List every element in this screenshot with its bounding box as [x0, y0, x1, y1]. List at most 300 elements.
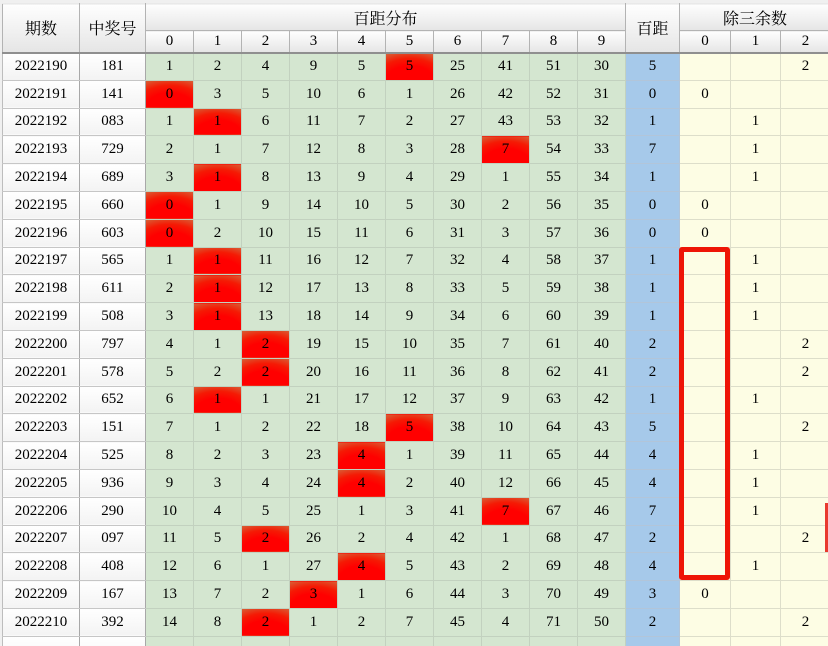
rem-cell-2: 2 [781, 608, 828, 636]
dist-cell-6: 33 [434, 275, 482, 303]
table-row [3, 303, 828, 331]
dist-cell-5: 9 [386, 303, 434, 331]
rem-cell-2 [781, 219, 828, 247]
dist-cell-8: 70 [530, 581, 578, 609]
dist-cell-2: 5 [242, 80, 290, 108]
dist-cell-6: 36 [434, 358, 482, 386]
table-row [3, 247, 828, 275]
rem-cell-0: 0 [680, 80, 731, 108]
dist-cell-7: 11 [482, 442, 530, 470]
dist-cell-2: 2 [242, 358, 290, 386]
dist-cell-8: 67 [530, 497, 578, 525]
rem-cell-1: 1 [731, 108, 781, 136]
rem-cell-0 [680, 414, 731, 442]
rem-cell-2 [781, 247, 828, 275]
dist-cell-7: 2 [482, 553, 530, 581]
dist-cell-1: 5 [194, 525, 242, 553]
distribution-table [2, 3, 828, 646]
dist-cell-2: 3 [242, 442, 290, 470]
table-row [3, 358, 828, 386]
dist-cell-3: 23 [290, 442, 338, 470]
table-row [3, 608, 828, 636]
col-header-dist-4: 4 [338, 31, 386, 53]
rem-cell-2 [781, 275, 828, 303]
rem-cell-2 [781, 108, 828, 136]
period-cell: 2022207 [3, 525, 80, 553]
dist-cell-3: 10 [290, 80, 338, 108]
dist-cell-6: 28 [434, 136, 482, 164]
dist-cell-7: 2 [482, 191, 530, 219]
dist-cell-9: 50 [578, 608, 626, 636]
period-cell: 2022205 [3, 469, 80, 497]
period-cell: 2022196 [3, 219, 80, 247]
dist-cell-6: 40 [434, 469, 482, 497]
dist-cell-1: 2 [194, 442, 242, 470]
rem-cell-0 [680, 275, 731, 303]
dist-cell-5: 6 [386, 219, 434, 247]
rem-cell-1 [731, 53, 781, 81]
dist-cell-3: 20 [290, 358, 338, 386]
dist-cell-1: 3 [194, 80, 242, 108]
dist-cell-0: 9 [146, 469, 194, 497]
dist-cell-3: 14 [290, 191, 338, 219]
dist-cell-7: 7 [482, 330, 530, 358]
dist-cell-8: 61 [530, 330, 578, 358]
dist-cell-8: 59 [530, 275, 578, 303]
winning-number-cell: 151 [80, 414, 146, 442]
baiju-value-cell: 2 [626, 608, 680, 636]
rem-cell-2 [781, 164, 828, 192]
baiju-value-cell: 1 [626, 386, 680, 414]
dist-cell-4: 11 [338, 219, 386, 247]
dist-cell-5 [386, 636, 434, 646]
rem-cell-1 [731, 80, 781, 108]
table-row [3, 275, 828, 303]
dist-cell-3: 9 [290, 53, 338, 81]
table-row [3, 53, 828, 81]
dist-cell-1: 1 [194, 191, 242, 219]
dist-cell-4: 1 [338, 581, 386, 609]
dist-cell-8: 68 [530, 525, 578, 553]
rem-cell-1: 1 [731, 247, 781, 275]
winning-number-cell: 936 [80, 469, 146, 497]
winning-number-cell: 408 [80, 553, 146, 581]
dist-cell-1 [194, 636, 242, 646]
dist-cell-3: 25 [290, 497, 338, 525]
winning-number-cell: 167 [80, 581, 146, 609]
dist-cell-1: 3 [194, 469, 242, 497]
dist-cell-7: 9 [482, 386, 530, 414]
dist-cell-1: 7 [194, 581, 242, 609]
dist-cell-5: 10 [386, 330, 434, 358]
dist-cell-0: 1 [146, 247, 194, 275]
dist-cell-4: 14 [338, 303, 386, 331]
dist-cell-1: 1 [194, 414, 242, 442]
table-row [3, 581, 828, 609]
rem-cell-2 [781, 386, 828, 414]
dist-cell-4: 2 [338, 608, 386, 636]
table-row [3, 136, 828, 164]
rem-cell-0 [680, 330, 731, 358]
dist-cell-7: 3 [482, 581, 530, 609]
table-row [3, 525, 828, 553]
dist-cell-4: 10 [338, 191, 386, 219]
rem-cell-1 [731, 358, 781, 386]
dist-cell-0: 13 [146, 581, 194, 609]
baiju-value-cell: 0 [626, 191, 680, 219]
dist-cell-1: 1 [194, 136, 242, 164]
table-row [3, 219, 828, 247]
rem-cell-0: 0 [680, 219, 731, 247]
rem-cell-0 [680, 164, 731, 192]
dist-cell-5: 2 [386, 469, 434, 497]
col-header-period: 期数 [3, 4, 80, 53]
winning-number-cell: 660 [80, 191, 146, 219]
dist-cell-5: 1 [386, 80, 434, 108]
dist-cell-7: 8 [482, 358, 530, 386]
dist-cell-2: 4 [242, 53, 290, 81]
rem-cell-0 [680, 469, 731, 497]
baiju-value-cell: 5 [626, 53, 680, 81]
rem-cell-0 [680, 53, 731, 81]
dist-cell-9: 37 [578, 247, 626, 275]
rem-cell-2 [781, 303, 828, 331]
table-header [3, 4, 828, 53]
baiju-value-cell: 4 [626, 442, 680, 470]
period-cell [3, 636, 80, 646]
dist-cell-2: 8 [242, 164, 290, 192]
baiju-value-cell: 1 [626, 275, 680, 303]
dist-cell-7: 1 [482, 164, 530, 192]
dist-cell-8: 55 [530, 164, 578, 192]
dist-cell-4: 17 [338, 386, 386, 414]
dist-cell-4: 6 [338, 80, 386, 108]
baiju-value-cell: 1 [626, 303, 680, 331]
dist-cell-4: 16 [338, 358, 386, 386]
rem-cell-2 [781, 442, 828, 470]
period-cell: 2022208 [3, 553, 80, 581]
dist-cell-3: 26 [290, 525, 338, 553]
col-header-dist-0: 0 [146, 31, 194, 53]
dist-cell-8: 56 [530, 191, 578, 219]
dist-cell-8: 66 [530, 469, 578, 497]
col-header-rem-0: 0 [680, 31, 731, 53]
rem-cell-1: 1 [731, 386, 781, 414]
dist-cell-7: 43 [482, 108, 530, 136]
dist-cell-8: 69 [530, 553, 578, 581]
period-cell: 2022209 [3, 581, 80, 609]
dist-cell-9: 48 [578, 553, 626, 581]
period-cell: 2022204 [3, 442, 80, 470]
dist-cell-8: 57 [530, 219, 578, 247]
dist-cell-9: 45 [578, 469, 626, 497]
col-header-dist-6: 6 [434, 31, 482, 53]
dist-cell-8 [530, 636, 578, 646]
dist-cell-9: 46 [578, 497, 626, 525]
dist-cell-7: 42 [482, 80, 530, 108]
col-header-dist-8: 8 [530, 31, 578, 53]
dist-cell-8: 62 [530, 358, 578, 386]
dist-cell-9: 40 [578, 330, 626, 358]
rem-cell-2 [781, 191, 828, 219]
dist-cell-8: 60 [530, 303, 578, 331]
dist-cell-1: 4 [194, 497, 242, 525]
baiju-value-cell: 2 [626, 525, 680, 553]
dist-cell-6: 37 [434, 386, 482, 414]
rem-cell-2 [781, 581, 828, 609]
dist-cell-3: 11 [290, 108, 338, 136]
dist-cell-5: 5 [386, 191, 434, 219]
rem-cell-2 [781, 136, 828, 164]
dist-cell-7: 5 [482, 275, 530, 303]
dist-cell-3: 27 [290, 553, 338, 581]
period-cell: 2022190 [3, 53, 80, 81]
dist-cell-2: 2 [242, 330, 290, 358]
dist-cell-3: 22 [290, 414, 338, 442]
dist-cell-3 [290, 636, 338, 646]
dist-cell-3: 24 [290, 469, 338, 497]
rem-cell-0 [680, 108, 731, 136]
dist-cell-2: 9 [242, 191, 290, 219]
winning-number-cell: 181 [80, 53, 146, 81]
dist-cell-3: 3 [290, 581, 338, 609]
winning-number-cell: 652 [80, 386, 146, 414]
rem-cell-1: 1 [731, 497, 781, 525]
winning-number-cell: 141 [80, 80, 146, 108]
dist-cell-5: 7 [386, 247, 434, 275]
dist-cell-7: 3 [482, 219, 530, 247]
dist-cell-3: 15 [290, 219, 338, 247]
winning-number-cell [80, 636, 146, 646]
dist-cell-7: 12 [482, 469, 530, 497]
dist-cell-6: 35 [434, 330, 482, 358]
period-cell: 2022206 [3, 497, 80, 525]
dist-cell-0: 8 [146, 442, 194, 470]
dist-cell-2: 2 [242, 525, 290, 553]
col-header-dist-5: 5 [386, 31, 434, 53]
dist-cell-5: 4 [386, 525, 434, 553]
dist-cell-1: 2 [194, 219, 242, 247]
table-row [3, 636, 828, 646]
col-header-rem-2: 2 [781, 31, 828, 53]
winning-number-cell: 097 [80, 525, 146, 553]
rem-cell-0 [680, 525, 731, 553]
dist-cell-1: 1 [194, 247, 242, 275]
dist-cell-9: 44 [578, 442, 626, 470]
rem-cell-0 [680, 247, 731, 275]
rem-cell-0 [680, 358, 731, 386]
table-row [3, 164, 828, 192]
winning-number-cell: 729 [80, 136, 146, 164]
period-cell: 2022199 [3, 303, 80, 331]
winning-number-cell: 578 [80, 358, 146, 386]
rem-cell-1 [731, 219, 781, 247]
dist-cell-0: 2 [146, 136, 194, 164]
col-header-winning: 中奖号 [80, 4, 146, 53]
dist-cell-5: 5 [386, 53, 434, 81]
dist-cell-2: 2 [242, 581, 290, 609]
dist-cell-4: 4 [338, 469, 386, 497]
dist-cell-2: 4 [242, 469, 290, 497]
rem-cell-1: 1 [731, 469, 781, 497]
dist-cell-1: 1 [194, 108, 242, 136]
table-body [3, 53, 828, 646]
rem-cell-2 [781, 497, 828, 525]
winning-number-cell: 083 [80, 108, 146, 136]
winning-number-cell: 290 [80, 497, 146, 525]
dist-cell-2: 7 [242, 136, 290, 164]
rem-cell-0: 0 [680, 191, 731, 219]
baiju-value-cell: 0 [626, 219, 680, 247]
dist-cell-7: 7 [482, 136, 530, 164]
rem-cell-2: 2 [781, 414, 828, 442]
dist-cell-9: 31 [578, 80, 626, 108]
dist-cell-3: 16 [290, 247, 338, 275]
period-cell: 2022195 [3, 191, 80, 219]
dist-cell-1: 8 [194, 608, 242, 636]
dist-cell-6: 45 [434, 608, 482, 636]
dist-cell-0: 0 [146, 191, 194, 219]
table-row [3, 386, 828, 414]
dist-cell-6 [434, 636, 482, 646]
winning-number-cell: 565 [80, 247, 146, 275]
period-cell: 2022192 [3, 108, 80, 136]
dist-cell-9: 47 [578, 525, 626, 553]
rem-cell-0 [680, 386, 731, 414]
dist-cell-8: 54 [530, 136, 578, 164]
dist-cell-5: 5 [386, 553, 434, 581]
rem-cell-1 [731, 581, 781, 609]
col-header-dist-group: 百距分布 [146, 4, 626, 31]
dist-cell-6: 39 [434, 442, 482, 470]
dist-cell-2: 12 [242, 275, 290, 303]
dist-cell-7: 7 [482, 497, 530, 525]
rem-cell-0 [680, 303, 731, 331]
dist-cell-6: 42 [434, 525, 482, 553]
rem-cell-1: 1 [731, 136, 781, 164]
rem-cell-2 [781, 469, 828, 497]
winning-number-cell: 392 [80, 608, 146, 636]
rem-cell-1 [731, 191, 781, 219]
table-row [3, 108, 828, 136]
rem-cell-1: 1 [731, 553, 781, 581]
dist-cell-2: 1 [242, 386, 290, 414]
rem-cell-1: 1 [731, 164, 781, 192]
dist-cell-2: 6 [242, 108, 290, 136]
dist-cell-2: 5 [242, 497, 290, 525]
period-cell: 2022197 [3, 247, 80, 275]
dist-cell-5: 2 [386, 108, 434, 136]
dist-cell-0: 11 [146, 525, 194, 553]
dist-cell-6: 31 [434, 219, 482, 247]
dist-cell-2: 2 [242, 608, 290, 636]
dist-cell-2 [242, 636, 290, 646]
dist-cell-6: 27 [434, 108, 482, 136]
table-row [3, 191, 828, 219]
dist-cell-4: 4 [338, 553, 386, 581]
dist-cell-5: 4 [386, 164, 434, 192]
dist-cell-7: 41 [482, 53, 530, 81]
rem-cell-0 [680, 497, 731, 525]
dist-cell-1: 1 [194, 330, 242, 358]
dist-cell-1: 1 [194, 386, 242, 414]
dist-cell-0: 5 [146, 358, 194, 386]
rem-cell-0 [680, 608, 731, 636]
dist-cell-1: 6 [194, 553, 242, 581]
dist-cell-3: 1 [290, 608, 338, 636]
baiju-value-cell: 0 [626, 80, 680, 108]
col-header-dist-7: 7 [482, 31, 530, 53]
baiju-value-cell: 1 [626, 164, 680, 192]
dist-cell-7 [482, 636, 530, 646]
rem-cell-2 [781, 636, 828, 646]
dist-cell-1: 1 [194, 303, 242, 331]
dist-cell-9: 38 [578, 275, 626, 303]
table-row [3, 330, 828, 358]
rem-cell-0 [680, 636, 731, 646]
rem-cell-0: 0 [680, 581, 731, 609]
dist-cell-6: 30 [434, 191, 482, 219]
baiju-value-cell: 1 [626, 247, 680, 275]
baiju-value-cell: 3 [626, 581, 680, 609]
baiju-value-cell: 4 [626, 553, 680, 581]
dist-cell-5: 6 [386, 581, 434, 609]
dist-cell-6: 32 [434, 247, 482, 275]
rem-cell-2: 2 [781, 53, 828, 81]
col-header-dist-3: 3 [290, 31, 338, 53]
dist-cell-0: 1 [146, 53, 194, 81]
col-header-dist-9: 9 [578, 31, 626, 53]
dist-cell-4: 13 [338, 275, 386, 303]
period-cell: 2022193 [3, 136, 80, 164]
dist-cell-3: 18 [290, 303, 338, 331]
dist-cell-0: 0 [146, 219, 194, 247]
baiju-value-cell: 2 [626, 330, 680, 358]
baiju-value-cell [626, 636, 680, 646]
dist-cell-0: 0 [146, 80, 194, 108]
rem-cell-0 [680, 442, 731, 470]
dist-cell-6: 43 [434, 553, 482, 581]
table-row [3, 442, 828, 470]
dist-cell-6: 38 [434, 414, 482, 442]
dist-cell-6: 34 [434, 303, 482, 331]
winning-number-cell: 508 [80, 303, 146, 331]
col-header-dist-2: 2 [242, 31, 290, 53]
baiju-value-cell: 7 [626, 497, 680, 525]
dist-cell-0: 6 [146, 386, 194, 414]
col-header-rem-1: 1 [731, 31, 781, 53]
period-cell: 2022200 [3, 330, 80, 358]
dist-cell-3: 12 [290, 136, 338, 164]
dist-cell-1: 1 [194, 275, 242, 303]
dist-cell-9: 49 [578, 581, 626, 609]
rem-cell-2 [781, 553, 828, 581]
period-cell: 2022198 [3, 275, 80, 303]
winning-number-cell: 603 [80, 219, 146, 247]
table-row [3, 80, 828, 108]
winning-number-cell: 689 [80, 164, 146, 192]
dist-cell-2: 1 [242, 553, 290, 581]
dist-cell-9: 30 [578, 53, 626, 81]
period-cell: 2022201 [3, 358, 80, 386]
table-row [3, 497, 828, 525]
dist-cell-3: 21 [290, 386, 338, 414]
dist-cell-9: 35 [578, 191, 626, 219]
dist-cell-8: 53 [530, 108, 578, 136]
dist-cell-5: 8 [386, 275, 434, 303]
dist-cell-4: 7 [338, 108, 386, 136]
dist-cell-6: 25 [434, 53, 482, 81]
